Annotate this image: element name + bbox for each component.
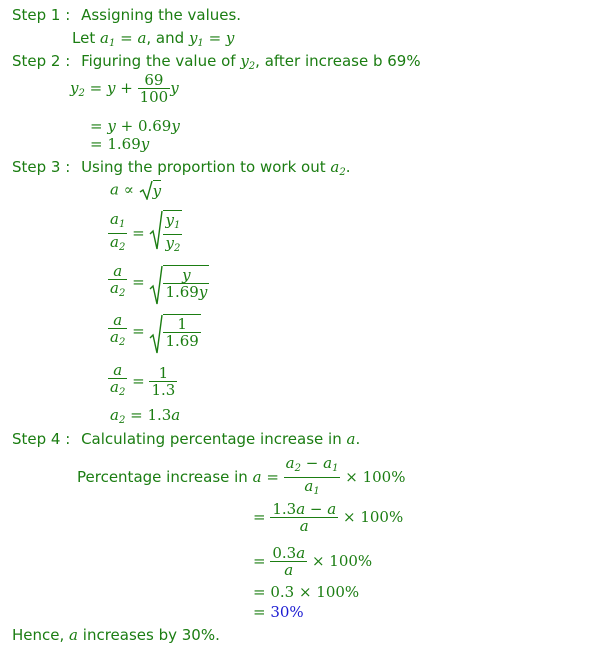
conclusion: Hence, a increases by 30%. <box>12 626 220 644</box>
step-2-label: Step 2 : <box>12 52 71 70</box>
product-line: = 0.3 × 100% <box>253 583 360 601</box>
step-3-heading: Step 3 : Using the proportion to work out $a_2$. <box>12 158 351 178</box>
ratio-a-a2-13: $\frac{a}{a_2}$ = $\frac{1}{1.3}$ <box>110 361 176 399</box>
math-a1-eq-a: $a_1 = a$ <box>99 29 147 49</box>
step-1-label: Step 1 : <box>12 6 71 24</box>
step-1-title: Assigning the values. <box>81 6 242 24</box>
fraction-69-100: $\frac{69}{100}$ <box>139 71 169 106</box>
radical-icon <box>149 210 163 250</box>
and-text: , and <box>146 29 185 47</box>
radical-icon <box>149 314 163 354</box>
ratio-a1-a2: $\frac{a_1}{a_2}$ = $\frac{y_1}{y_2}$ <box>108 210 182 257</box>
step-2-after: , after increase b 69% <box>255 52 421 70</box>
sqrt-1-169: $\frac{1}{1.69}$ <box>149 314 200 349</box>
sqrt-y-169y: $\frac{y}{1.69y}$ <box>149 265 209 300</box>
sqrt-y1-y2: $\frac{y_1}{y_2}$ <box>149 210 182 257</box>
step-3-title: Using the proportion to work out <box>81 158 326 176</box>
ratio-a-a2-y: $\frac{a}{a_2}$ = $\frac{y}{1.69y}$ <box>108 263 209 302</box>
sqrt-y: y <box>139 180 161 200</box>
let-text: Let <box>72 29 96 47</box>
step-4-heading: Step 4 : Calculating percentage increase in a. <box>12 430 361 448</box>
simplified-line: = $\frac{0.3a}{a}$ × 100% <box>253 544 373 579</box>
substitution-line: = $\frac{1.3a - a}{a}$ × 100% <box>253 500 404 535</box>
ratio-a-a2-1: $\frac{a}{a_2}$ = $\frac{1}{1.69}$ <box>108 312 201 351</box>
step-2-eq-1: $y_2 = y$ + $\frac{69}{100}$ y <box>70 71 179 106</box>
step-4-label: Step 4 : <box>12 430 71 448</box>
final-result: 30% <box>270 603 304 621</box>
radical-icon <box>139 180 153 200</box>
step-3-label: Step 3 : <box>12 158 71 176</box>
result-line: = 30% <box>253 603 304 621</box>
step-1-heading <box>12 6 241 24</box>
percentage-increase-formula: Percentage increase in a = $\frac{a_2 - a_1}{a_1}$ × 100% <box>77 454 406 497</box>
step-1-assignment <box>72 29 234 53</box>
step-2-title: Figuring the value of <box>81 52 236 70</box>
a2-equals-13a: $a_2 = 1.3a$ <box>110 406 181 426</box>
math-y1-eq-y: $y_1 = y$ <box>188 29 235 49</box>
step-2-eq-3: = 1.69y <box>90 135 150 153</box>
proportion-a-sqrt-y: a ∝ y <box>110 180 162 200</box>
step-4-title: Calculating percentage increase in <box>81 430 342 448</box>
step-2-eq-2: = y + 0.69y <box>90 117 180 135</box>
radical-icon <box>149 265 163 305</box>
math-y2: $y_2$ <box>240 52 256 72</box>
